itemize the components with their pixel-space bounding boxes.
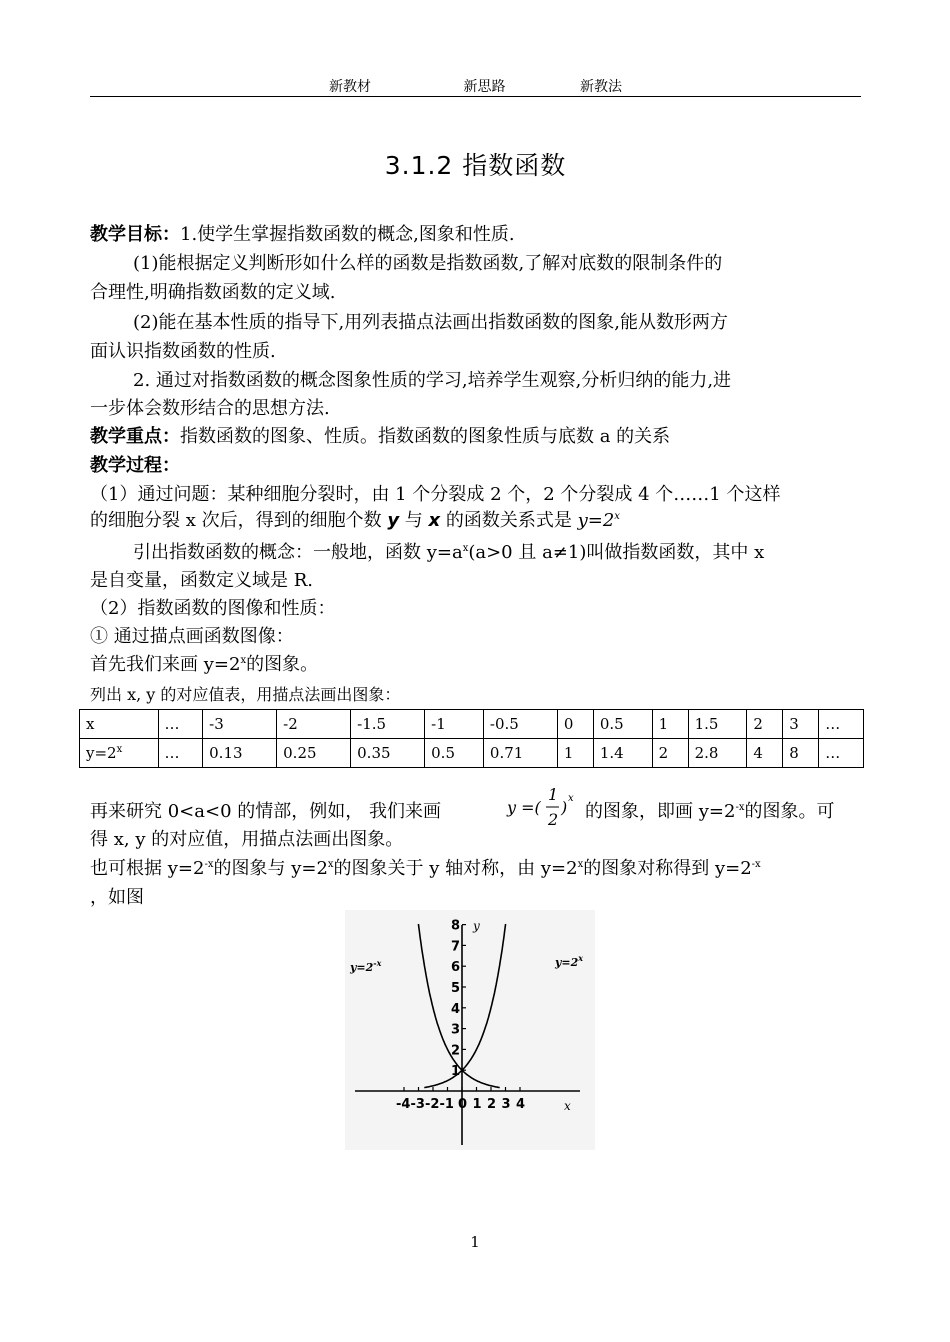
goal-paragraph-1a: (1)能根据定义判断形如什么样的函数是指数函数,了解对底数的限制条件的 (133, 253, 723, 274)
goal-paragraph-2a: (2)能在基本性质的指导下,用列表描点法画出指数函数的图象,能从数形两方 (133, 312, 728, 333)
row-head-text: y=2 (86, 744, 117, 762)
table-cell: 0.25 (277, 739, 351, 768)
table-cell: … (819, 739, 864, 768)
x-tick-label: 0 (458, 1097, 468, 1112)
table-cell: 1 (652, 710, 688, 739)
step2-line: （2）指数函数的图像和性质： (90, 598, 336, 619)
goal-paragraph-1b: 合理性,明确指数函数的定义域. (90, 282, 336, 303)
table-cell: -0.5 (483, 710, 557, 739)
first-text-b: 的图象。 (246, 654, 319, 675)
step1-end: 的函数关系式是 (440, 510, 578, 531)
sym-text-a: 也可根据 y=2 (90, 858, 205, 879)
x-tick-label: -4 (396, 1097, 411, 1112)
header-item-1: 新教材 (329, 79, 372, 95)
table-cell: 0.35 (351, 739, 425, 768)
table-row-x (80, 710, 864, 739)
y-tick-label: 3 (451, 1022, 461, 1038)
table-cell: x (80, 710, 159, 739)
sym-line-a (90, 856, 870, 882)
y-tick-label: 6 (451, 960, 461, 976)
value-table (79, 709, 864, 768)
graph-background (345, 910, 595, 1150)
header-item-3: 新教法 (579, 79, 622, 95)
formula-denominator: 2 (548, 810, 559, 829)
y-tick-label: 4 (451, 1001, 461, 1017)
goal-paragraph-3b: 一步体会数形结合的思想方法. (90, 398, 330, 419)
half-power-formula (505, 783, 585, 833)
table-cell: 0 (557, 710, 593, 739)
step1-line-b (90, 508, 870, 534)
table-cell: 2 (652, 739, 688, 768)
next-text-c: 的图象。可 (744, 801, 835, 822)
focus-label: 教学重点： (90, 426, 180, 447)
table-cell: -1 (425, 710, 484, 739)
step1-line-a: （1）通过问题：某种细胞分裂时，由 1 个分裂成 2 个，2 个分裂成 4 个……1 个这样 (90, 484, 781, 505)
formula-exponent: x (568, 793, 574, 804)
x-tick-label: 4 (516, 1097, 526, 1112)
x-tick-label: -2 (425, 1097, 440, 1112)
first-text-a: 首先我们来画 y=2 (90, 654, 241, 675)
row-head-sup: x (116, 744, 123, 755)
y-axis-label: y (473, 919, 480, 933)
x-tick-label: 2 (487, 1097, 497, 1112)
next-line-a: 再来研究 0<a<0 的情部，例如， 我们来画 (90, 801, 441, 822)
focus-line (90, 424, 870, 450)
table-cell: 8 (783, 739, 819, 768)
sym-text-d: 的图象对称得到 y=2 (583, 858, 752, 879)
header-item-2: 新思路 (463, 79, 506, 95)
table-cell-head (80, 739, 159, 768)
formula-numerator: 1 (548, 785, 559, 804)
next-line-a2 (585, 799, 875, 825)
sym-sup-4: -x (751, 859, 761, 870)
concept-sup: x (462, 543, 469, 554)
formula-close-paren: ) (561, 798, 568, 817)
sym-sup-1: -x (204, 859, 214, 870)
page-number: 1 (470, 1233, 480, 1251)
x-tick-label: -1 (439, 1097, 454, 1112)
x-tick-label: 3 (501, 1097, 511, 1112)
table-row-y (80, 739, 864, 768)
sym-sup-3: x (577, 859, 584, 870)
step1-mid: 与 (399, 510, 429, 531)
goal-paragraph-2b: 面认识指数函数的性质. (90, 341, 276, 362)
x-tick-label: -3 (410, 1097, 425, 1112)
table-cell: 0.13 (203, 739, 277, 768)
next-text-b: 的图象，即画 y=2 (585, 801, 736, 822)
concept-text-1: 引出指数函数的概念：一般地，函数 y=a (133, 542, 463, 563)
step2-1-line: ① 通过描点画函数图像： (90, 626, 294, 647)
concept-line-a (133, 540, 913, 566)
header-rule (90, 96, 861, 97)
y-tick-label: 2 (451, 1043, 461, 1059)
next-sup: -x (735, 802, 745, 813)
x-axis-label: x (564, 1099, 571, 1113)
goals-label: 教学目标： (90, 224, 180, 245)
left-curve-label: $y=2^{-x}$ (350, 958, 382, 974)
first-line (90, 652, 870, 678)
concept-text-2: (a>0 且 a≠1)叫做指数函数，其中 x (468, 542, 765, 563)
goals-line (90, 222, 870, 248)
sym-line-b: ，如图 (90, 887, 144, 908)
formula-sup: x (614, 511, 620, 522)
next-line-b: 得 x, y 的对应值，用描点法画出图象。 (90, 829, 404, 850)
y-tick-label: 7 (451, 939, 461, 955)
process-label: 教学过程： (90, 455, 180, 476)
table-cell: 0.5 (593, 710, 652, 739)
table-cell: 2.8 (688, 739, 747, 768)
goals-text-1: 1.使学生掌握指数函数的概念,图象和性质. (180, 224, 515, 245)
step1-text: 的细胞分裂 x 次后，得到的细胞个数 (90, 510, 388, 531)
table-cell: … (158, 710, 203, 739)
table-cell: 1 (557, 739, 593, 768)
table-cell: -1.5 (351, 710, 425, 739)
table-cell: … (819, 710, 864, 739)
var-y: y (387, 510, 400, 531)
table-cell: 1.4 (593, 739, 652, 768)
list-intro: 列出 x, y 的对应值表，用描点法画出图象： (90, 685, 401, 704)
formula-y2x: y=2 (577, 510, 615, 531)
first-sup: x (240, 655, 247, 666)
var-x: x (428, 510, 441, 531)
concept-line-b: 是自变量，函数定义域是 R. (90, 570, 313, 591)
table-cell: 4 (747, 739, 783, 768)
exponential-graph (345, 910, 595, 1150)
sym-sup-2: x (327, 859, 334, 870)
table-cell: 2 (747, 710, 783, 739)
table-cell: 1.5 (688, 710, 747, 739)
y-tick-label: 8 (451, 918, 461, 934)
right-curve-label: $y=2^x$ (555, 953, 584, 969)
page-title: 3.1.2 指数函数 (384, 151, 567, 180)
table-cell: -2 (277, 710, 351, 739)
page-header (90, 76, 861, 96)
sym-text-b: 的图象与 y=2 (213, 858, 328, 879)
table-cell: 0.5 (425, 739, 484, 768)
x-tick-label: 1 (472, 1097, 482, 1112)
sym-text-c: 的图象关于 y 轴对称，由 y=2 (333, 858, 578, 879)
y-tick-label: 5 (451, 981, 461, 996)
focus-text: 指数函数的图象、性质。指数函数的图象性质与底数 a 的关系 (180, 426, 671, 447)
process-label-line (90, 453, 870, 479)
table-cell: 3 (783, 710, 819, 739)
goal-paragraph-3a: 2. 通过对指数函数的概念图象性质的学习,培养学生观察,分析归纳的能力,进 (133, 370, 732, 391)
table-cell: 0.71 (483, 739, 557, 768)
table-cell: -3 (203, 710, 277, 739)
table-cell: … (158, 739, 203, 768)
formula-y-paren: y =( (507, 798, 541, 817)
y-tick-label: 1 (451, 1064, 461, 1080)
